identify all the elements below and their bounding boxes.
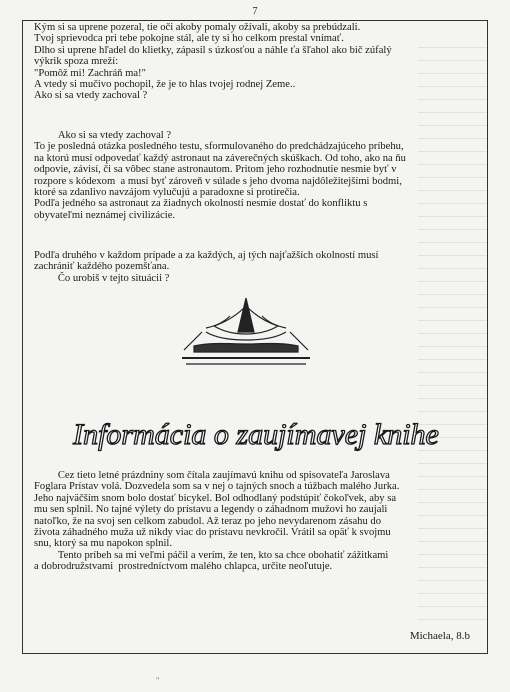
test-question-paragraph: Ako si sa vtedy zachoval ? To je posledná otázka posledného testu, sformulovaného do predchádzajúceho príbehu, na ktorú musí odpovedať každý astronaut na záverečných skúškach. Od toho, ako na ňu odpovie, závisí, či sa vôbec stane astronautom. Pritom jeho rozhodnutie nesmie byť v rozpore s kódexom a musí byť zároveň v súlade s jeho dvoma najdôležitejšími bodmi, ktoré sa zdanlivo navzájom vylučujú a paradoxne si protirečia. Podľa jedného sa astronaut za žiadnych okolností nesmie dostať do konfliktu s obyvateľmi neznámej civilizácie.	[34, 130, 406, 221]
author-signature: Michaela, 8.b	[409, 630, 470, 642]
dilemma-paragraph: Podľa druhého v každom prípade a za každých, aj tých najťažších okolností musí zachrániť každého pozemšťana. Čo urobiš v tejto situácii ?	[34, 250, 379, 284]
section-heading	[56, 400, 456, 470]
section-heading-text: Informácia o zaujímavej knihe	[73, 418, 439, 451]
story-ending-paragraph: Kým si sa uprene pozeral, tie oči akoby pomaly ožívali, akoby sa prebúdzali. Tvoj sprievodca pri tebe pokojne stál, ale ty si ho celkom prestal vnímať. Dlho si uprene hľadel do klietky, zápasil s úzkosťou a náhle ťa šľahol ako bič zúfalý výkrik spoza mreží: "Pomôž mi! Zachráň ma!" A vtedy si mučivo pochopil, že je to hlas tvojej rodnej Zeme.. Ako si sa vtedy zachoval ?	[34, 22, 392, 102]
page-number: 7	[252, 6, 258, 17]
footer-mark: "	[156, 676, 160, 685]
crown-ornament-icon	[176, 292, 316, 376]
book-review-paragraph: Cez tieto letné prázdniny som čítala zaujímavú knihu od spisovateľa Jaroslava Foglara Prístav volá. Dozvedela som sa v nej o tajných snoch a túžbach malého Jurka. Jeho najväčším snom bolo dostať bicykel. Bol odhodlaný podstúpiť čokoľvek, aby sa mu sen splnil. No tajné výlety do prístavu a legendy o záhadnom mužovi ho zaujali natoľko, že na svoj sen celkom zabudol. Až teraz po jeho nevydarenom zásahu do života záhadného muža už nikdy viac do prístavu nevkročil. Vrátil sa opäť k svojmu snu, ktorý sa mu napokon splnil. Tento príbeh sa mi veľmi páčil a verím, že ten, kto sa chce obohatiť zážitkami a dobrodružstvami prostredníctvom malého chlapca, určite neoľutuje.	[34, 470, 400, 573]
